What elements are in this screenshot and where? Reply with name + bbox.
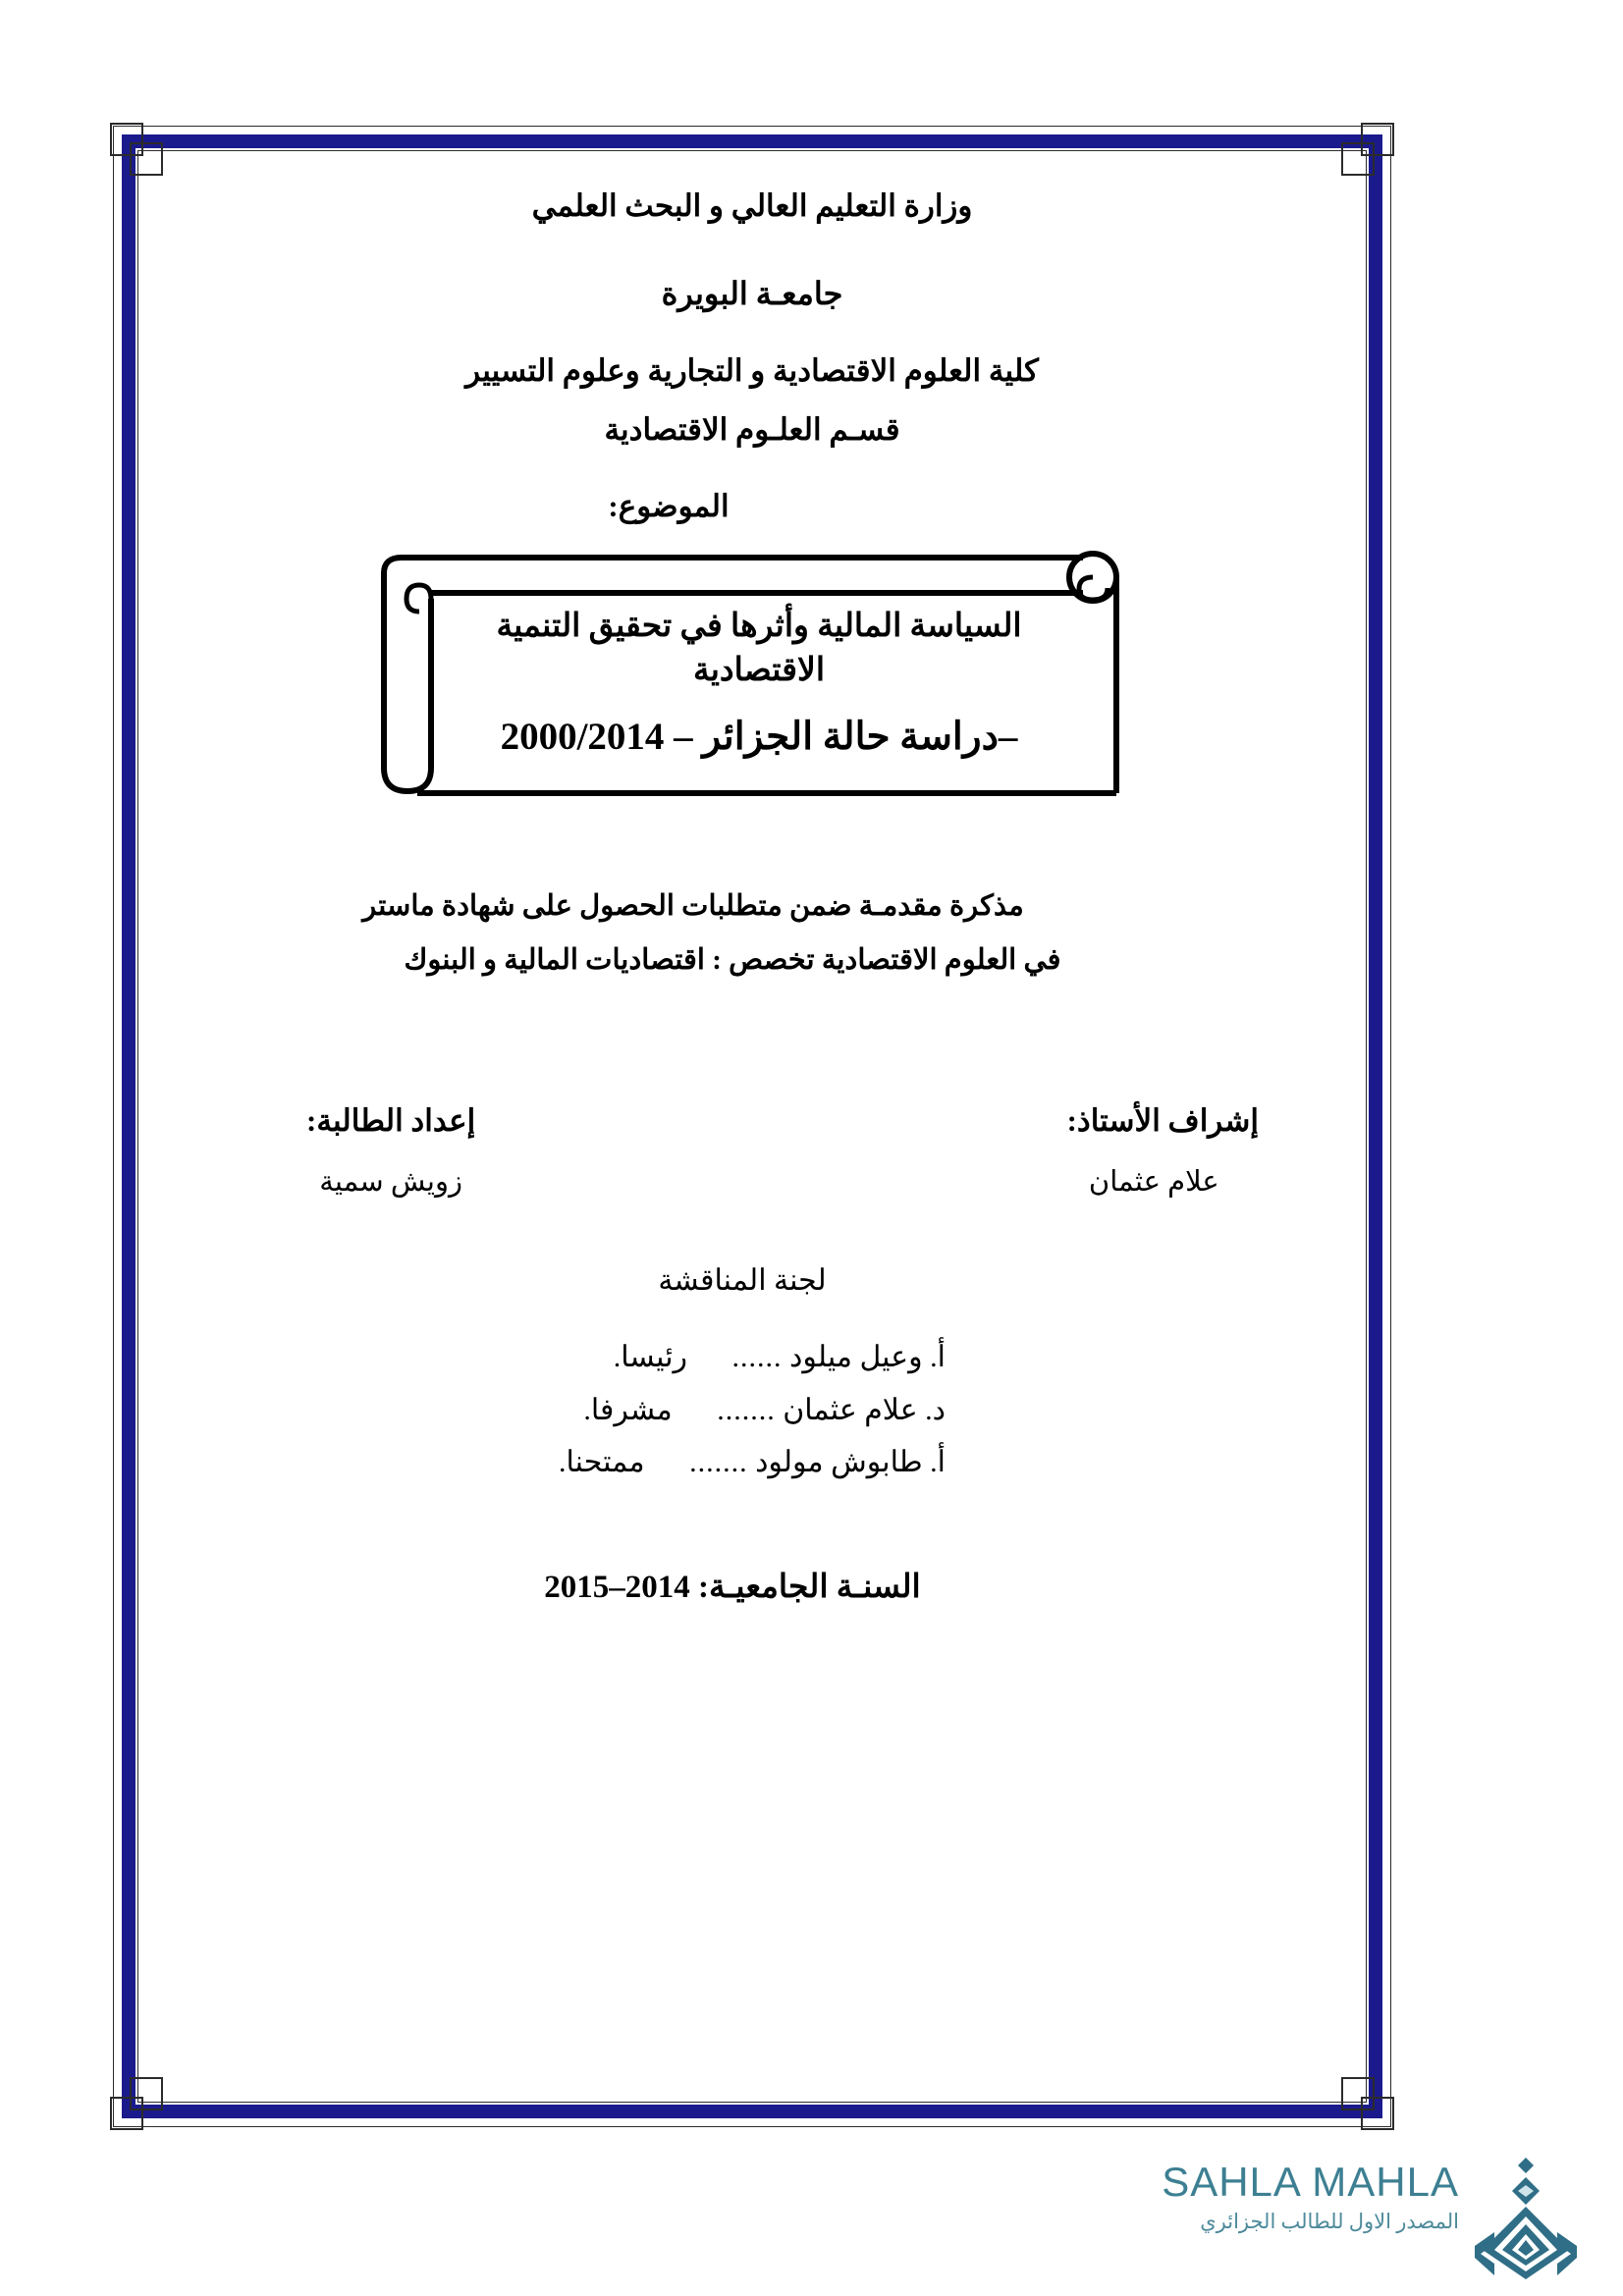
- degree-statement-line-2: في العلوم الاقتصادية تخصص : اقتصاديات المالية و البنوك: [404, 944, 1061, 977]
- jury-member-row: [559, 1331, 946, 1383]
- student-block: [306, 1103, 475, 1199]
- ministry-line: وزارة التعليم العالي و البحث العلمي: [531, 188, 973, 223]
- jury-member-row: [559, 1436, 946, 1488]
- jury-member-name: أ. وعيل ميلود: [789, 1341, 946, 1374]
- jury-member-dots: .......: [689, 1445, 748, 1478]
- student-role-label: إعداد الطالبة:: [306, 1103, 476, 1139]
- jury-member-name: د. علام عثمان: [783, 1393, 946, 1426]
- university-line: جامعـة البويرة: [661, 276, 843, 311]
- jury-member-dots: .......: [717, 1393, 776, 1426]
- department-line: قسـم العلـوم الاقتصادية: [604, 412, 900, 447]
- jury-committee-title: لجنة المناقشة: [658, 1264, 827, 1298]
- degree-statement: [189, 880, 1316, 988]
- watermark-text-block: [1119, 2159, 1459, 2233]
- thesis-title-line-1: السياسة المالية وأثرها في تحقيق التنمية الاقتصادية: [496, 609, 1022, 688]
- degree-statement-line-1: مذكرة مقدمـة ضمن متطلبات الحصول على شهادة ماستر: [362, 890, 1024, 922]
- jury-members-list: [559, 1331, 946, 1488]
- jury-member-row: [559, 1384, 946, 1436]
- authors-row: [189, 1103, 1316, 1199]
- jury-member-name: أ. طابوش مولود: [755, 1445, 946, 1478]
- jury-committee: [189, 1263, 1316, 1488]
- watermark-tagline: المصدر الاول للطالب الجزائري: [1200, 2210, 1459, 2233]
- jury-member-dots: ......: [731, 1341, 783, 1374]
- watermark-branding: [1119, 2156, 1581, 2281]
- subject-label: الموضوع:: [608, 489, 730, 523]
- thesis-title-line-2: –دراسة حالة الجزائر – 2000/2014: [500, 716, 1018, 759]
- cover-page-content: [153, 165, 1351, 2089]
- title-scroll-banner: [354, 550, 1150, 807]
- sahla-mahla-logo-icon: [1465, 2156, 1581, 2281]
- supervisor-name: علام عثمان: [1088, 1166, 1219, 1199]
- watermark-brand-name: SAHLA MAHLA: [1162, 2159, 1459, 2205]
- supervisor-role-label: إشراف الأستاذ:: [1066, 1103, 1259, 1139]
- faculty-line: كلية العلوم الاقتصادية و التجارية وعلوم التسيير: [465, 353, 1039, 388]
- supervisor-block: [1067, 1103, 1259, 1199]
- jury-member-role: مشرفا.: [583, 1393, 673, 1426]
- academic-year: السنـة الجامعيـة: 2014–2015: [544, 1570, 921, 1606]
- jury-member-role: رئيسا.: [613, 1341, 688, 1374]
- thesis-title-block: [431, 605, 1087, 764]
- student-name: زويش سمية: [319, 1166, 462, 1199]
- jury-member-role: ممتحنا.: [559, 1445, 645, 1478]
